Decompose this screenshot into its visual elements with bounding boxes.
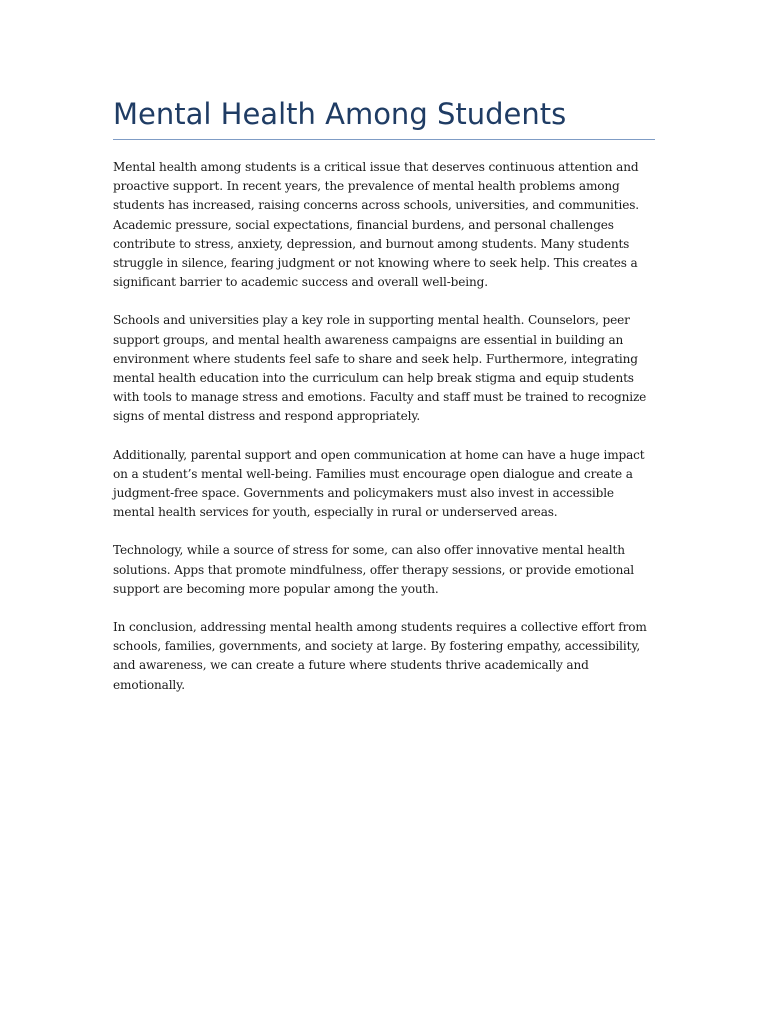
paragraph-parental-support: Additionally, parental support and open communication at home can have a huge impact on a student’s mental well-being. Families must encourage open dialogue and create a judgment-free space. Governments and policymakers must also invest in accessible mental health services for youth, especially in rural or underserved areas. bbox=[113, 447, 645, 520]
document-title: Mental Health Among Students bbox=[113, 97, 567, 131]
paragraph-conclusion: In conclusion, addressing mental health among students requires a collective effort from schools, families, governments, and society at large. By fostering empathy, accessibility, and awareness, we can create a future where students thrive academically and emotionally. bbox=[113, 620, 647, 692]
title-underline-rule bbox=[113, 139, 655, 140]
document-body bbox=[113, 158, 659, 714]
paragraph-intro: Mental health among students is a critical issue that deserves continuous attention and proactive support. In recent years, the prevalence of mental health problems among students has increased, raising concerns across schools, universities, and communities. Academic pressure, social expectations, financial burdens, and personal challenges contribute to stress, anxiety, depression, and burnout among students. Many students struggle in silence, fearing judgment or not knowing where to seek help. This creates a significant barrier to academic success and overall well-being. bbox=[113, 160, 639, 290]
paragraph-schools: Schools and universities play a key role in supporting mental health. Counselors, peer support groups, and mental health awareness campaigns are essential in building an environment where students feel safe to share and seek help. Furthermore, integrating mental health education into the curriculum can help break stigma and equip students with tools to manage stress and emotions. Faculty and staff must be trained to recognize signs of mental distress and respond appropriately. bbox=[113, 313, 647, 424]
paragraph-technology: Technology, while a source of stress for some, can also offer innovative mental health solutions. Apps that promote mindfulness, offer therapy sessions, or provide emotional support are becoming more popular among the youth. bbox=[113, 543, 635, 596]
